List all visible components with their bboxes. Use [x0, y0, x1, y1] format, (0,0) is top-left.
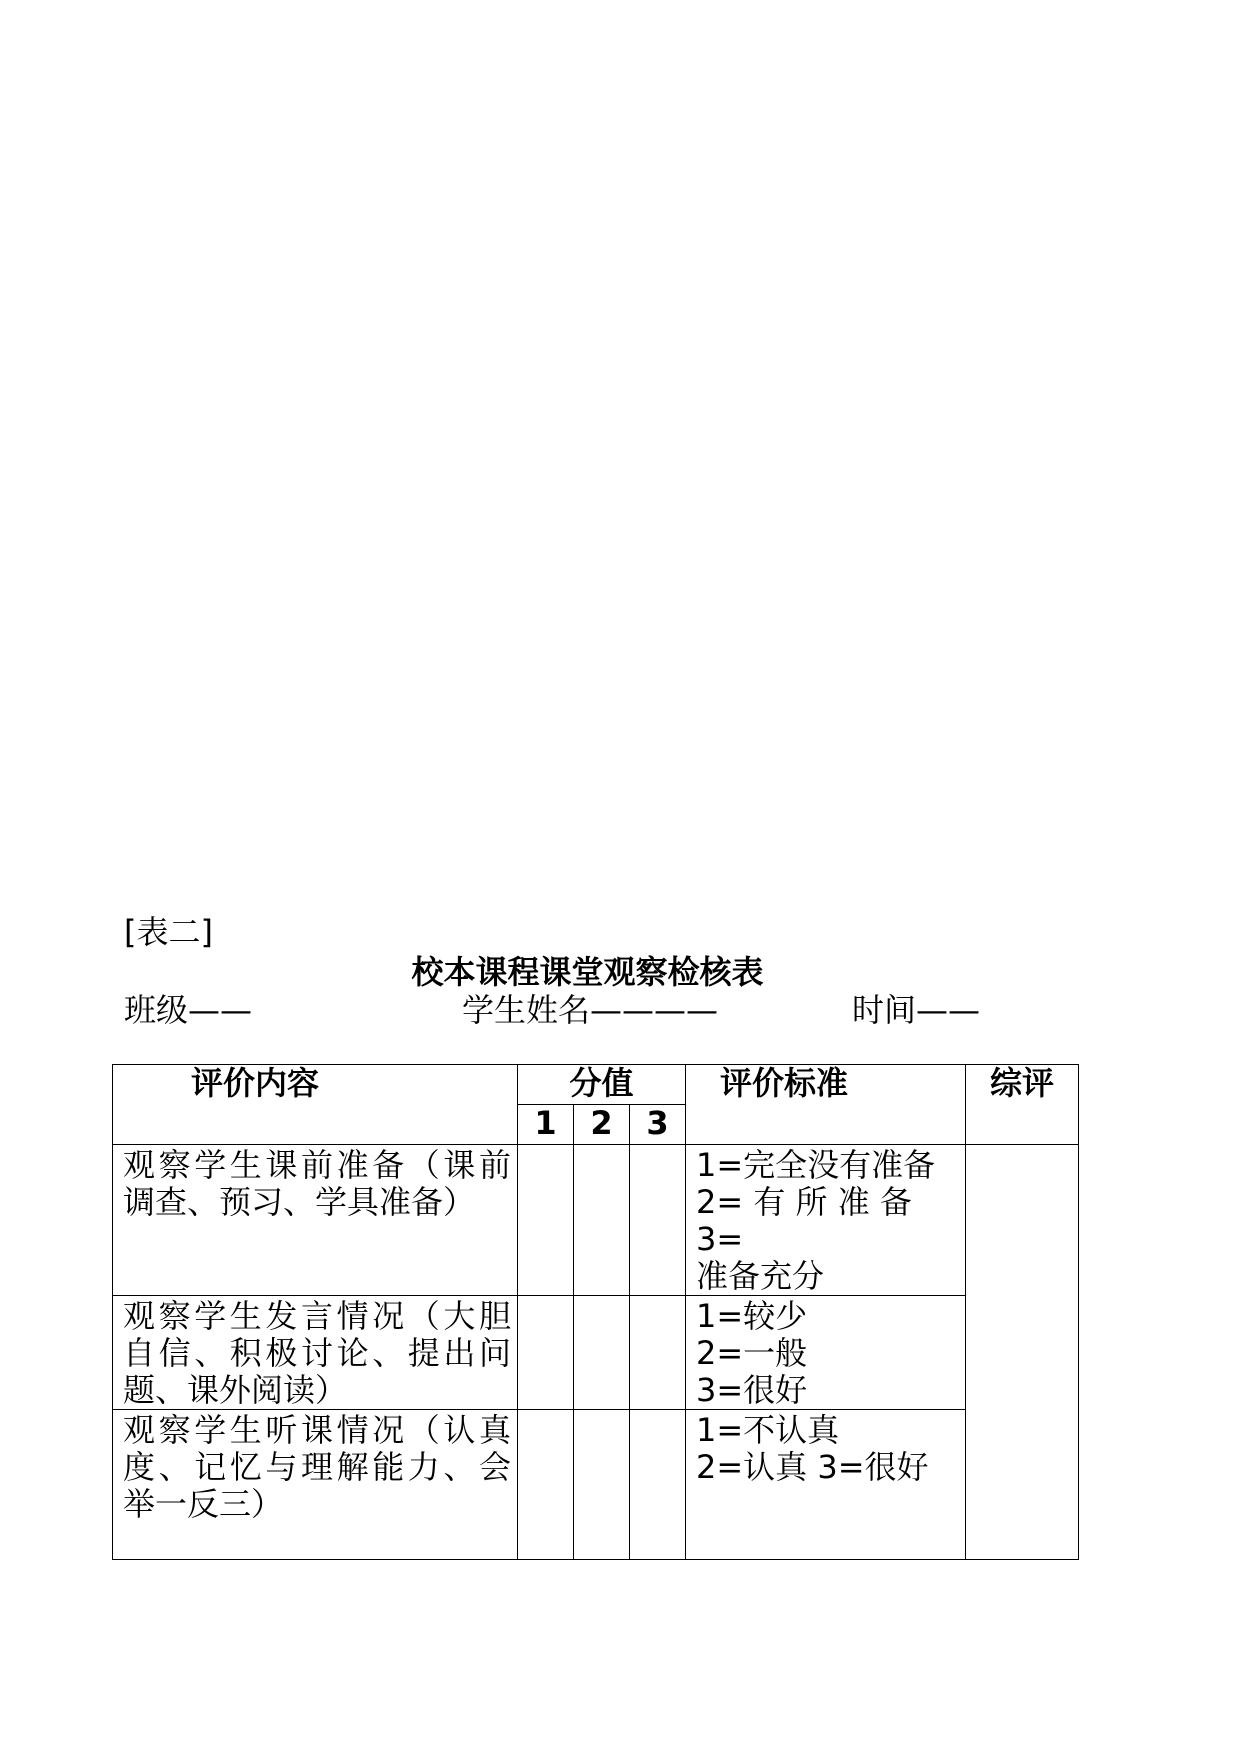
row-3-content: 观察学生听课情况（认真 度、记忆与理解能力、会 举一反三）: [113, 1410, 518, 1560]
time-field-label: 时间——: [852, 991, 981, 1029]
score-level-3: 3: [630, 1105, 686, 1145]
overall-comment-cell[interactable]: [966, 1145, 1079, 1560]
document-title: 校本课程课堂观察检核表: [411, 953, 764, 991]
header-overall: 综评: [966, 1065, 1079, 1145]
row-3-score-3-cell[interactable]: [630, 1410, 686, 1560]
row-1-score-1-cell[interactable]: [518, 1145, 574, 1296]
row-2-score-1-cell[interactable]: [518, 1296, 574, 1410]
observation-table: [112, 1064, 1079, 1560]
row-2-content: 观察学生发言情况（大胆 自信、积极讨论、提出问 题、课外阅读）: [113, 1296, 518, 1410]
table-tag: [表二]: [124, 913, 213, 951]
row-1-score-2-cell[interactable]: [574, 1145, 630, 1296]
row-1-score-3-cell[interactable]: [630, 1145, 686, 1296]
row-2-score-3-cell[interactable]: [630, 1296, 686, 1410]
header-criteria: 评价标准: [686, 1065, 966, 1145]
header-content: 评价内容: [113, 1065, 518, 1145]
header-score: 分值: [518, 1065, 686, 1105]
table-row: [113, 1145, 1079, 1296]
row-3-score-1-cell[interactable]: [518, 1410, 574, 1560]
row-3-criteria: 1=不认真 2=认真 3=很好: [686, 1410, 966, 1560]
score-level-1: 1: [518, 1105, 574, 1145]
table-row: [113, 1296, 1079, 1410]
row-2-criteria: 1=较少 2=一般 3=很好: [686, 1296, 966, 1410]
row-1-content: 观察学生课前准备（课前 调查、预习、学具准备）: [113, 1145, 518, 1296]
class-field-label: 班级——: [124, 991, 253, 1029]
row-1-criteria: 1=完全没有准备 2= 有 所 准 备 3= 准备充分: [686, 1145, 966, 1296]
table-row: [113, 1410, 1079, 1560]
header-row: [113, 1065, 1079, 1105]
row-2-score-2-cell[interactable]: [574, 1296, 630, 1410]
row-3-score-2-cell[interactable]: [574, 1410, 630, 1560]
score-level-2: 2: [574, 1105, 630, 1145]
student-name-field-label: 学生姓名————: [462, 991, 719, 1029]
